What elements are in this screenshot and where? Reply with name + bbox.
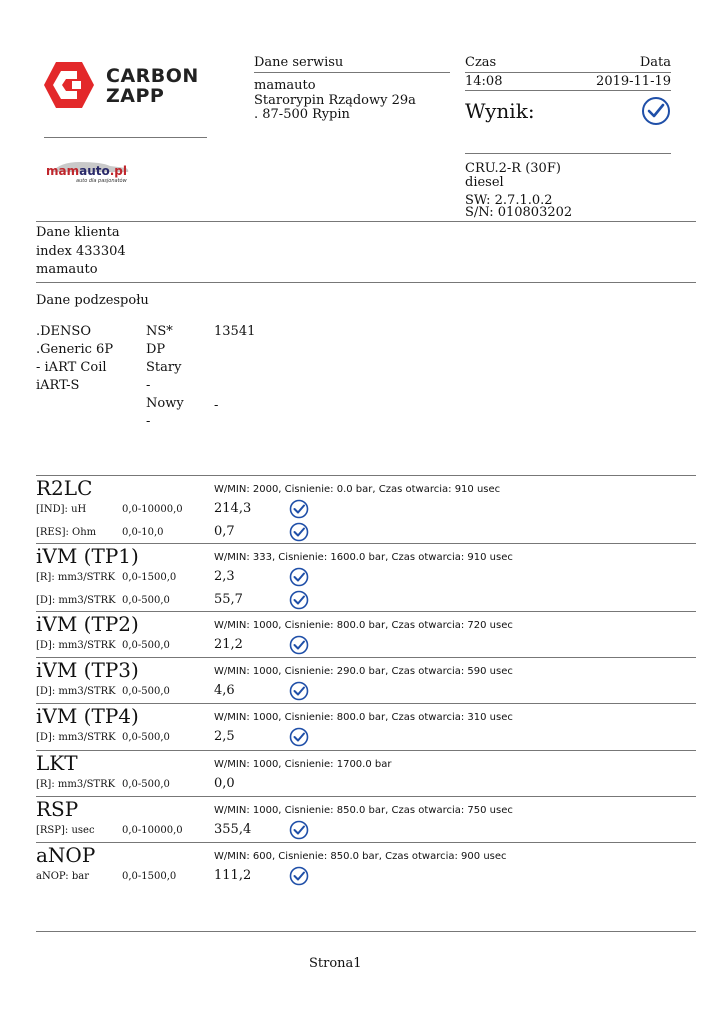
test-title: iVM (TP4) [36, 704, 139, 728]
result-label: [D]: mm3/STRK [36, 640, 116, 651]
test-title: aNOP [36, 843, 96, 867]
section-rule [36, 796, 696, 797]
result-range: 0,0-10,0 [122, 527, 164, 538]
test-params: W/MIN: 1000, Cisnienie: 290.0 bar, Czas otwarcia: 590 usec [214, 666, 513, 677]
partner-logo-a: mam [46, 164, 80, 178]
result-range: 0,0-500,0 [122, 779, 170, 790]
result-label: [D]: mm3/STRK [36, 686, 116, 697]
date-value: 2019-11-19 [596, 74, 671, 89]
service-address: Starorypin Rządowy 29a [254, 93, 416, 108]
device-fuel: diesel [465, 175, 504, 190]
result-label: Wynik: [465, 99, 535, 123]
component-col2-item: DP [146, 342, 166, 357]
check-circle-icon [289, 866, 309, 886]
logo-line2: ZAPP [106, 85, 165, 107]
component-ns-value: 13541 [214, 324, 256, 339]
component-col2-item: - [146, 378, 151, 393]
test-params: W/MIN: 1000, Cisnienie: 800.0 bar, Czas otwarcia: 720 usec [214, 620, 513, 631]
component-col2-item: Nowy [146, 396, 184, 411]
logo-line1: CARBON [106, 65, 199, 87]
client-index: index 433304 [36, 244, 126, 259]
page-number: Strona1 [309, 956, 362, 971]
service-name: mamauto [254, 78, 316, 93]
test-title: RSP [36, 797, 79, 821]
section-rule [36, 842, 696, 843]
check-circle-icon [289, 820, 309, 840]
result-range: 0,0-500,0 [122, 640, 170, 651]
check-circle-icon [289, 635, 309, 655]
time-value: 14:08 [465, 74, 503, 89]
time-label: Czas [465, 55, 497, 70]
component-col1-item: iART-S [36, 378, 80, 393]
result-range: 0,0-500,0 [122, 686, 170, 697]
result-label: [RSP]: usec [36, 825, 95, 836]
test-params: W/MIN: 1000, Cisnienie: 850.0 bar, Czas otwarcia: 750 usec [214, 805, 513, 816]
component-col2-item: Stary [146, 360, 182, 375]
result-value: 0,0 [214, 776, 235, 791]
partner-logo-c: .pl [109, 164, 127, 178]
test-title: iVM (TP3) [36, 658, 139, 682]
test-params: W/MIN: 2000, Cisnienie: 0.0 bar, Czas otwarcia: 910 usec [214, 484, 501, 495]
section-rule [36, 475, 696, 476]
result-value: 2,3 [214, 569, 235, 584]
test-params: W/MIN: 333, Cisnienie: 1600.0 bar, Czas otwarcia: 910 usec [214, 552, 513, 563]
test-title: iVM (TP2) [36, 612, 139, 636]
test-title: iVM (TP1) [36, 544, 139, 568]
test-title: LKT [36, 751, 78, 775]
result-value: 355,4 [214, 822, 252, 837]
footer-rule [36, 931, 696, 932]
check-circle-icon [289, 499, 309, 519]
component-col2-item: NS* [146, 324, 173, 339]
result-value: 111,2 [214, 868, 252, 883]
section-rule [36, 750, 696, 751]
service-city: . 87-500 Rypin [254, 107, 350, 122]
check-circle-icon [289, 590, 309, 610]
result-range: 0,0-1500,0 [122, 572, 177, 583]
result-label: aNOP: bar [36, 871, 89, 882]
result-value: 0,7 [214, 524, 235, 539]
result-label: [R]: mm3/STRK [36, 779, 116, 790]
device-sw: SW: 2.7.1.0.2 [465, 193, 553, 208]
result-label: [IND]: uH [36, 504, 87, 515]
test-params: W/MIN: 600, Cisnienie: 850.0 bar, Czas otwarcia: 900 usec [214, 851, 507, 862]
check-circle-icon [289, 522, 309, 542]
test-title: R2LC [36, 476, 93, 500]
result-range: 0,0-500,0 [122, 595, 170, 606]
result-label: [RES]: Ohm [36, 527, 97, 538]
result-value: 55,7 [214, 592, 243, 607]
date-label: Data [639, 55, 671, 70]
result-range: 0,0-1500,0 [122, 871, 177, 882]
result-value: 2,5 [214, 729, 235, 744]
test-params: W/MIN: 1000, Cisnienie: 800.0 bar, Czas otwarcia: 310 usec [214, 712, 513, 723]
component-header: Dane podzespołu [36, 293, 149, 308]
result-value: 21,2 [214, 637, 243, 652]
result-label: [D]: mm3/STRK [36, 595, 116, 606]
partner-tagline: auto dla pasjonatów [76, 178, 127, 184]
result-range: 0,0-10000,0 [122, 825, 183, 836]
result-range: 0,0-500,0 [122, 732, 170, 743]
result-range: 0,0-10000,0 [122, 504, 183, 515]
test-params: W/MIN: 1000, Cisnienie: 1700.0 bar [214, 759, 392, 770]
result-value: 214,3 [214, 501, 252, 516]
component-col1-item: - iART Coil [36, 360, 107, 375]
component-new-value: - [214, 398, 219, 413]
component-col1-item: .DENSO [36, 324, 91, 339]
result-label: [D]: mm3/STRK [36, 732, 116, 743]
client-header: Dane klienta [36, 225, 120, 240]
component-col2-item: - [146, 414, 151, 429]
check-circle-icon [289, 681, 309, 701]
check-circle-icon [289, 727, 309, 747]
component-col1-item: .Generic 6P [36, 342, 114, 357]
check-circle-icon [289, 567, 309, 587]
client-name: mamauto [36, 262, 98, 277]
partner-logo-b: auto [79, 164, 110, 178]
result-value: 4,6 [214, 683, 235, 698]
device-sn: S/N: 010803202 [465, 205, 573, 220]
service-header: Dane serwisu [254, 55, 344, 70]
device-model: CRU.2-R (30F) [465, 161, 561, 176]
result-label: [R]: mm3/STRK [36, 572, 116, 583]
